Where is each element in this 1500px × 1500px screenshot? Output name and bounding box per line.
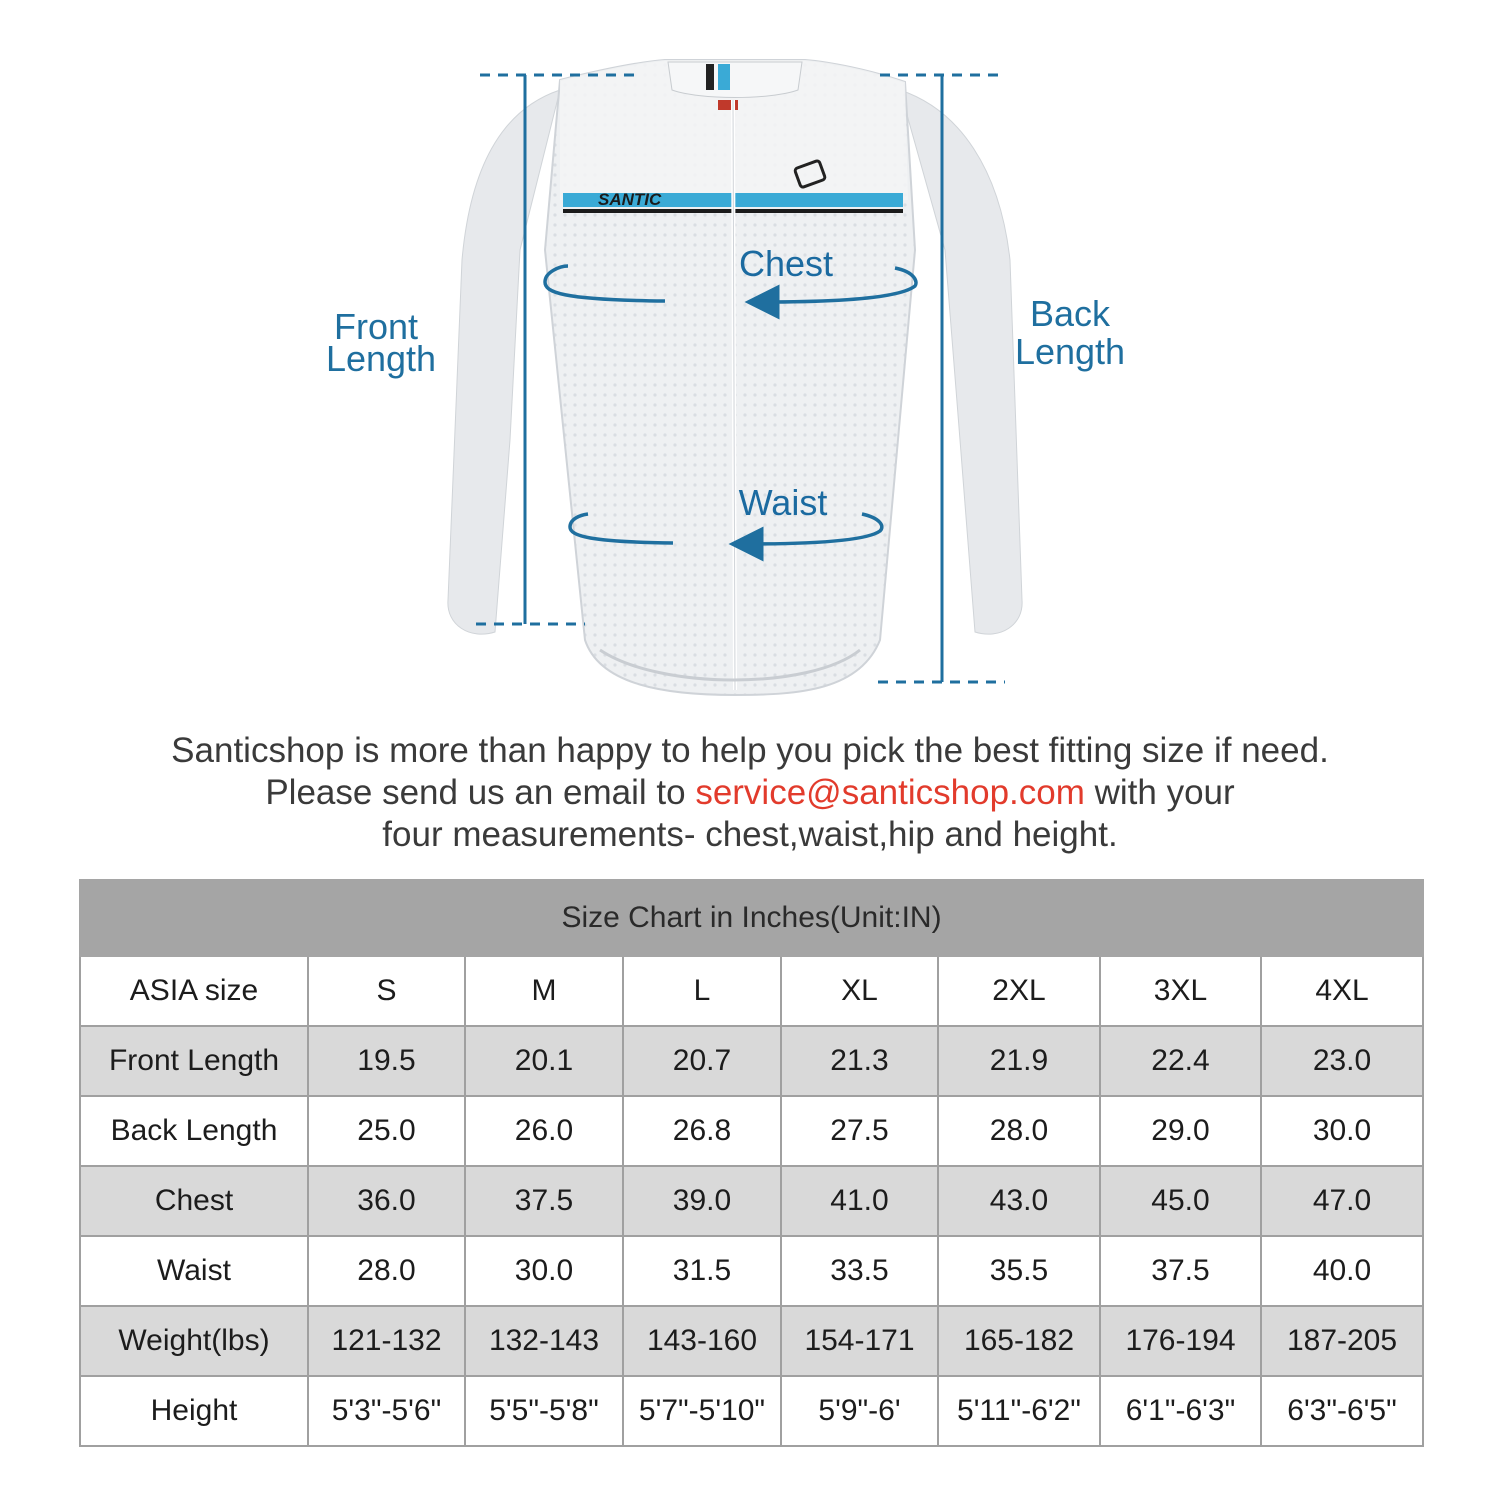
size-value-cell: S — [308, 956, 465, 1026]
size-chart-title: Size Chart in Inches(Unit:IN) — [80, 880, 1423, 956]
size-value-cell: 31.5 — [623, 1236, 781, 1306]
size-value-cell: 154-171 — [781, 1306, 938, 1376]
size-value-cell: 26.8 — [623, 1096, 781, 1166]
size-value-cell: 187-205 — [1261, 1306, 1423, 1376]
size-value-cell: 20.7 — [623, 1026, 781, 1096]
size-value-cell: 43.0 — [938, 1166, 1100, 1236]
size-value-cell: 25.0 — [308, 1096, 465, 1166]
size-value-cell: 2XL — [938, 956, 1100, 1026]
front-length-label-line1: Front — [333, 306, 419, 347]
size-value-cell: 143-160 — [623, 1306, 781, 1376]
help-message-line3: four measurements- chest,waist,hip and height. — [382, 815, 1118, 854]
size-value-cell: 23.0 — [1261, 1026, 1423, 1096]
size-value-cell: 20.1 — [465, 1026, 623, 1096]
measurement-row — [80, 1306, 1423, 1376]
measurement-row — [80, 1096, 1423, 1166]
size-value-cell: 41.0 — [781, 1166, 938, 1236]
row-label-cell: Back Length — [80, 1096, 308, 1166]
row-label-cell: Front Length — [80, 1026, 308, 1096]
size-value-cell: 6'3"-6'5" — [1261, 1376, 1423, 1446]
size-value-cell: 5'5"-5'8" — [465, 1376, 623, 1446]
size-value-cell: 132-143 — [465, 1306, 623, 1376]
service-email-link[interactable]: service@santicshop.com — [695, 773, 1085, 812]
row-label-cell: Waist — [80, 1236, 308, 1306]
measurement-row — [80, 1236, 1423, 1306]
measurement-row — [80, 1026, 1423, 1096]
size-value-cell: 36.0 — [308, 1166, 465, 1236]
help-message-line2-end: with your — [1084, 773, 1235, 812]
size-value-cell: 30.0 — [465, 1236, 623, 1306]
front-length-label-line2: Length — [325, 338, 437, 379]
chest-label: Chest — [738, 243, 834, 284]
size-value-cell: 22.4 — [1100, 1026, 1261, 1096]
size-value-cell: 19.5 — [308, 1026, 465, 1096]
row-label-cell: Height — [80, 1376, 308, 1446]
size-value-cell: 37.5 — [1100, 1236, 1261, 1306]
jersey-measurement-diagram — [0, 0, 1500, 720]
size-value-cell: 40.0 — [1261, 1236, 1423, 1306]
back-length-label-line1: Back — [1029, 293, 1111, 334]
help-message-line2-start: Please send us an email to — [265, 773, 696, 812]
row-label-cell: Weight(lbs) — [80, 1306, 308, 1376]
brand-logo-text: SANTIC — [598, 190, 662, 209]
measurement-row — [80, 1376, 1423, 1446]
size-value-cell: 37.5 — [465, 1166, 623, 1236]
size-value-cell: 5'11"-6'2" — [938, 1376, 1100, 1446]
size-value-cell: 176-194 — [1100, 1306, 1261, 1376]
measurement-row — [80, 1166, 1423, 1236]
size-value-cell: 4XL — [1261, 956, 1423, 1026]
size-value-cell: 121-132 — [308, 1306, 465, 1376]
waist-label: Waist — [738, 482, 828, 523]
row-label-cell: Chest — [80, 1166, 308, 1236]
size-chart-table — [79, 879, 1424, 1447]
size-value-cell: 5'9"-6' — [781, 1376, 938, 1446]
back-length-label-line2: Length — [1014, 331, 1126, 372]
size-value-cell: 6'1"-6'3" — [1100, 1376, 1261, 1446]
size-value-cell: 35.5 — [938, 1236, 1100, 1306]
size-value-cell: 3XL — [1100, 956, 1261, 1026]
size-value-cell: 5'7"-5'10" — [623, 1376, 781, 1446]
size-value-cell: 33.5 — [781, 1236, 938, 1306]
size-value-cell: 28.0 — [938, 1096, 1100, 1166]
size-value-cell: 29.0 — [1100, 1096, 1261, 1166]
size-value-cell: 5'3"-5'6" — [308, 1376, 465, 1446]
row-label-cell: ASIA size — [80, 956, 308, 1026]
size-value-cell: 27.5 — [781, 1096, 938, 1166]
size-value-cell: 30.0 — [1261, 1096, 1423, 1166]
help-message — [0, 730, 1500, 856]
size-value-cell: 21.9 — [938, 1026, 1100, 1096]
size-value-cell: M — [465, 956, 623, 1026]
help-message-line2 — [0, 772, 1500, 814]
size-header-row — [80, 956, 1423, 1026]
size-value-cell: 28.0 — [308, 1236, 465, 1306]
size-value-cell: 165-182 — [938, 1306, 1100, 1376]
size-value-cell: 21.3 — [781, 1026, 938, 1096]
size-value-cell: XL — [781, 956, 938, 1026]
size-value-cell: 26.0 — [465, 1096, 623, 1166]
size-value-cell: 47.0 — [1261, 1166, 1423, 1236]
size-value-cell: L — [623, 956, 781, 1026]
help-message-line1: Santicshop is more than happy to help you pick the best fitting size if need. — [171, 731, 1329, 770]
size-value-cell: 45.0 — [1100, 1166, 1261, 1236]
size-value-cell: 39.0 — [623, 1166, 781, 1236]
jersey-image — [448, 60, 1022, 695]
